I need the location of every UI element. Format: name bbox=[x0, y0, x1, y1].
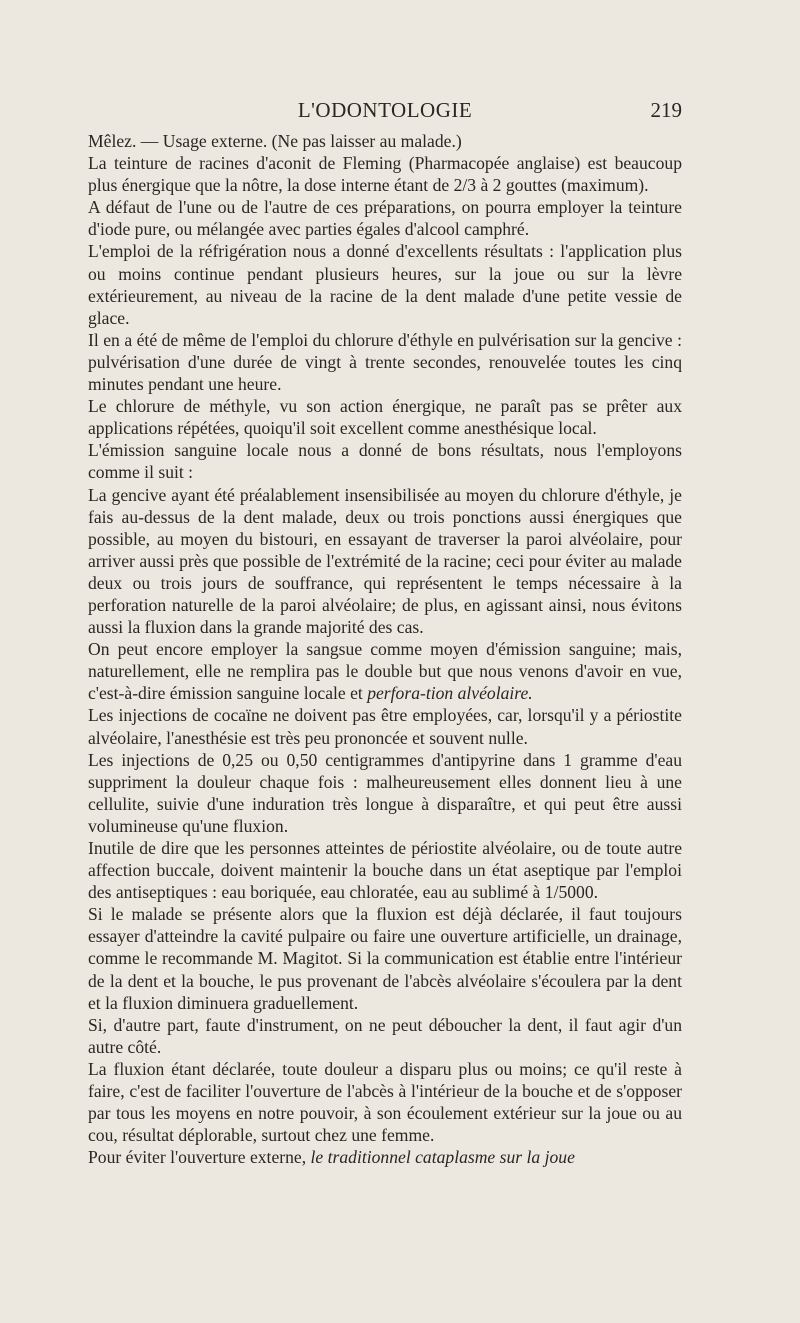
paragraph-16-text: Pour éviter l'ouverture externe, bbox=[88, 1147, 307, 1168]
paragraph-9 bbox=[88, 638, 682, 704]
body-text bbox=[88, 130, 682, 1168]
paragraph-12: Inutile de dire que les personnes atteintes de périostite alvéolaire, ou de toute autre affection buccale, doivent maintenir la bouche dans un état aseptique par l'emploi des antiseptiques : eau boriquée, eau chloratée, eau au sublimé à 1/5000. bbox=[88, 838, 682, 903]
paragraph-4: L'emploi de la réfrigération nous a donné d'excellents résultats : l'application plus ou moins continue pendant plusieurs heures, sur la joue ou sur la lèvre extérieurement, au niveau de la racine de la dent malade d'une petite vessie de glace. bbox=[88, 241, 682, 328]
paragraph-11: Les injections de 0,25 ou 0,50 centigrammes d'antipyrine dans 1 gramme d'eau suppriment la douleur chaque fois : malheureusement elles donnent lieu à une cellulite, suivie d'une induration très longue à disparaître, et qui peut être aussi volumineuse qu'une fluxion. bbox=[88, 749, 682, 836]
paragraph-9-text: On peut encore employer la sangsue comme moyen d'émission sanguine; mais, naturellement, elle ne remplira pas le double but que nous venons d'avoir en vue, c'est-à-dire émission sanguine locale et bbox=[88, 639, 682, 704]
page-header bbox=[88, 98, 682, 128]
page-number: 219 bbox=[650, 98, 682, 122]
paragraph-16 bbox=[88, 1146, 682, 1168]
paragraph-13: Si le malade se présente alors que la fluxion est déjà déclarée, il faut toujours essayer d'atteindre la cavité pulpaire ou faire une ouverture artificielle, un drainage, comme le recommande M. Magitot. Si la communication est établie entre l'intérieur de la dent et la bouche, le pus provenant de l'abcès alvéolaire s'écoulera par la dent et la fluxion diminuera graduellement. bbox=[88, 904, 682, 1013]
running-title: L'ODONTOLOGIE bbox=[297, 98, 473, 122]
paragraph-14: Si, d'autre part, faute d'instrument, on ne peut déboucher la dent, il faut agir d'un autre côté. bbox=[88, 1014, 682, 1057]
paragraph-7: L'émission sanguine locale nous a donné de bons résultats, nous l'employons comme il suit : bbox=[88, 440, 682, 483]
paragraph-1: Mêlez. — Usage externe. (Ne pas laisser au malade.) bbox=[88, 131, 462, 151]
paragraph-6: Le chlorure de méthyle, vu son action énergique, ne paraît pas se prêter aux applications répétées, quoiqu'il soit excellent comme anesthésique local. bbox=[88, 396, 682, 439]
paragraph-2: La teinture de racines d'aconit de Fleming (Pharmacopée anglaise) est beaucoup plus énergique que la nôtre, la dose interne étant de 2/3 à 2 gouttes (maximum). bbox=[88, 153, 682, 196]
paragraph-10: Les injections de cocaïne ne doivent pas être employées, car, lorsqu'il y a périostite alvéolaire, l'anesthésie est très peu prononcée et souvent nulle. bbox=[88, 705, 682, 748]
paragraph-5: Il en a été de même de l'emploi du chlorure d'éthyle en pulvérisation sur la gencive : pulvérisation d'une durée de vingt à trente secondes, renouvelée toutes les cinq minutes pendant une heure. bbox=[88, 329, 682, 395]
italic-cataplasme: le traditionnel cataplasme sur la joue bbox=[310, 1147, 575, 1168]
paragraph-3: A défaut de l'une ou de l'autre de ces préparations, on pourra employer la teinture d'iode pure, ou mélangée avec parties égales d'alcool camphré. bbox=[88, 197, 682, 240]
paragraph-8: La gencive ayant été préalablement insensibilisée au moyen du chlorure d'éthyle, je fais au-dessus de la dent malade, deux ou trois ponctions aussi énergiques que possible, au moyen du bistouri, en essayant de traverser la paroi alvéolaire, pour arriver aussi près que possible de l'extrémité de la racine; ceci pour éviter au malade deux ou trois jours de souffrance, qui représentent le temps nécessaire à la perforation naturelle de la paroi alvéolaire; de plus, en agissant ainsi, nous évitons aussi la fluxion dans la grande majorité des cas. bbox=[88, 484, 682, 638]
paragraph-15: La fluxion étant déclarée, toute douleur a disparu plus ou moins; ce qu'il reste à faire, c'est de faciliter l'ouverture de l'abcès à l'intérieur de la bouche et de s'opposer par tous les moyens en notre pouvoir, à son écoulement extérieur sur la joue ou au cou, résultat déplorable, surtout chez une femme. bbox=[88, 1058, 682, 1146]
italic-perforation: perfora-tion alvéolaire. bbox=[367, 683, 533, 704]
